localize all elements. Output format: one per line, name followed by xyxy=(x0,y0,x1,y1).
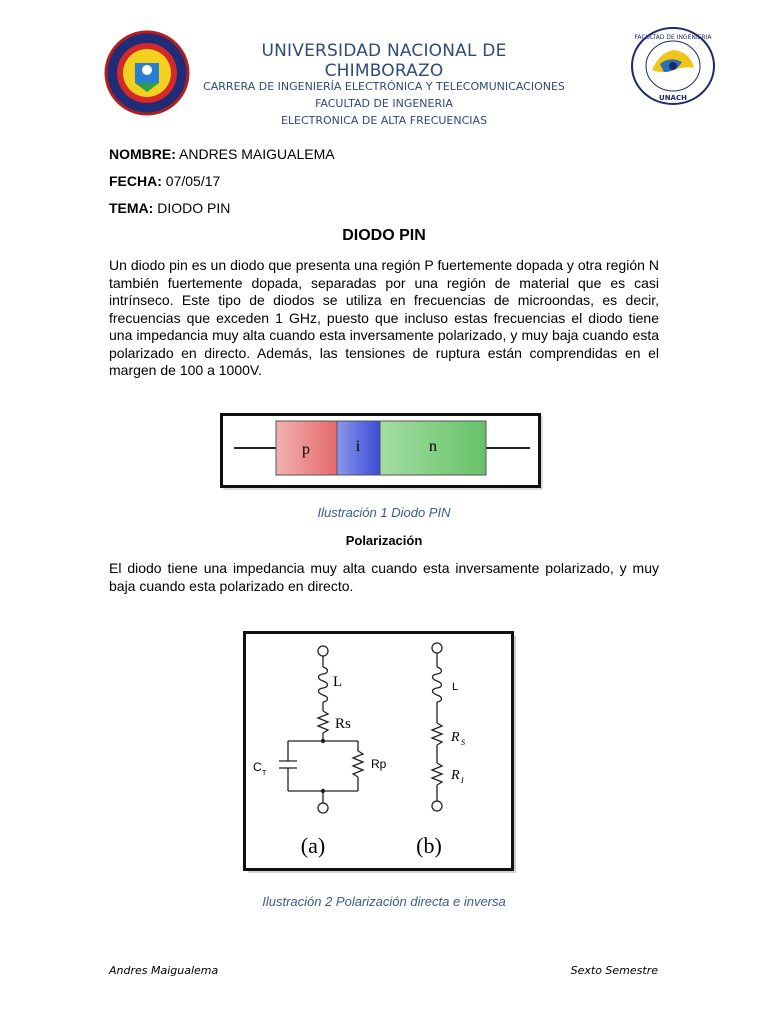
i-label: i xyxy=(355,438,361,455)
name-value: ANDRES MAIGUALEMA xyxy=(179,146,335,162)
n-label: n xyxy=(429,438,437,455)
date-value: 07/05/17 xyxy=(165,173,221,189)
date-field xyxy=(109,173,220,189)
footer-semester: Sexto Semestre xyxy=(570,964,658,977)
circuit-a-ct-label: C xyxy=(253,760,262,774)
section-title: Polarización xyxy=(345,533,423,548)
university-title: UNIVERSIDAD NACIONAL DE CHIMBORAZO xyxy=(261,41,507,81)
circuit-b-ri-subscript: I xyxy=(461,776,464,785)
name-field xyxy=(109,146,335,162)
p-label: p xyxy=(302,441,310,458)
circuit-a-rp-label: Rp xyxy=(371,757,387,771)
document-title: DIODO PIN xyxy=(342,227,426,244)
circuit-b-inductor-label: L xyxy=(452,681,459,693)
circuit-b-rs-subscript: S xyxy=(461,738,465,747)
footer-author: Andres Maigualema xyxy=(109,964,219,977)
circuit-a-ct-subscript: T xyxy=(262,770,267,777)
faculty-seal-icon xyxy=(630,26,716,106)
faculty-seal-text-bottom: UNACH xyxy=(659,94,687,102)
faculty-line: FACULTAD DE INGENERIA xyxy=(315,97,453,110)
figure1-caption: Ilustración 1 Diodo PIN xyxy=(317,505,451,520)
circuit-a-tag: (a) xyxy=(300,833,326,858)
topic-field xyxy=(109,200,230,216)
intro-paragraph: Un diodo pin es un diodo que presenta una región P fuertemente dopada y otra región N también fuertemente dopada, separadas por una región de material que es casi intrínseco. Este tipo de diodos se utiliza en frecuencias de microondas, es decir, frecuencias que exceden 1 GHz, puesto que incluso estas frecuencias el diodo tiene una impedancia muy alta cuando esta inversamente polarizado, y muy baja cuando esta polarizado en directo. Además, las tensiones de ruptura están comprendidas en el margen de 100 a 1000V. xyxy=(109,257,659,378)
topic-label: TEMA: xyxy=(109,200,154,216)
polarization-paragraph: El diodo tiene una impedancia muy alta cuando esta inversamente polarizado, y muy baja cuando esta polarizado en directo. xyxy=(109,560,659,594)
circuit-b-rs-label: R xyxy=(451,730,460,745)
equivalent-circuit-figure xyxy=(243,631,519,876)
faculty-seal-text-top: FACULTAD DE INGENIERIA xyxy=(634,34,712,41)
university-seal-icon xyxy=(104,30,190,116)
name-label: NOMBRE: xyxy=(109,146,176,162)
pin-diode-figure xyxy=(220,413,546,493)
figure2-caption: Ilustración 2 Polarización directa e inversa xyxy=(262,894,506,909)
circuit-b-ri-label: R xyxy=(451,768,460,783)
circuit-b-tag: (b) xyxy=(416,833,442,858)
topic-value: DIODO PIN xyxy=(157,200,231,216)
career-line: CARRERA DE INGENIERÍA ELECTRÓNICA Y TELECOMUNICACIONES xyxy=(203,80,565,93)
date-label: FECHA: xyxy=(109,173,162,189)
course-line: ELECTRONICA DE ALTA FRECUENCIAS xyxy=(280,114,488,127)
circuit-a-rs-label: Rs xyxy=(335,716,351,732)
circuit-a-inductor-label: L xyxy=(333,674,343,690)
